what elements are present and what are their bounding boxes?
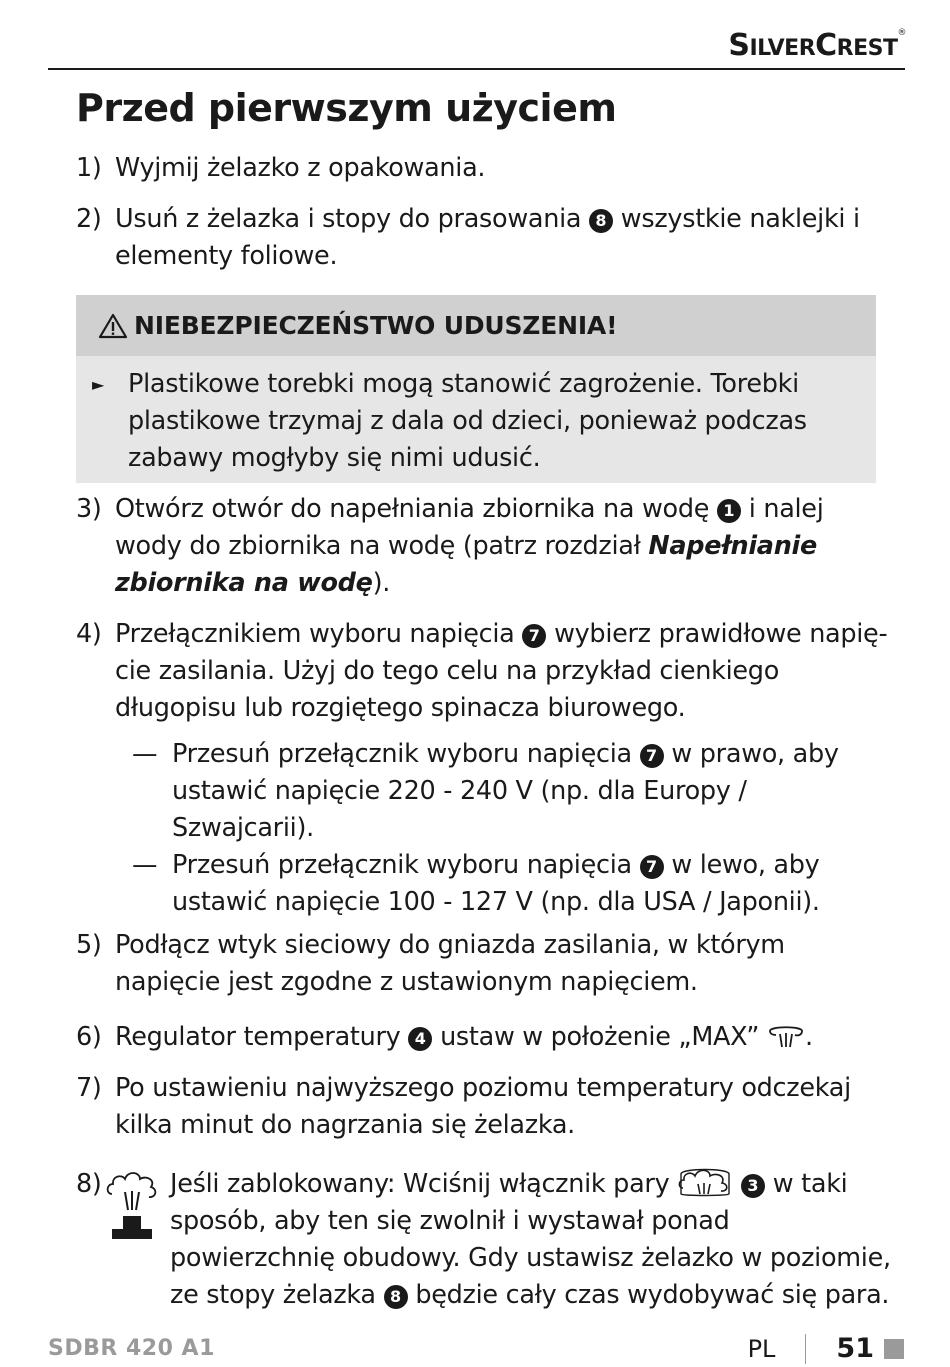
step-7	[76, 1070, 894, 1144]
substep-4b	[76, 847, 894, 921]
warning-text: Plastikowe torebki mogą stanowić zagrożenie. Torebki plastikowe trzymaj z dala od dzieci, ponieważ podczas zabawy mogłyby się nimi udusić.	[128, 369, 807, 473]
language-code: PL	[747, 1334, 776, 1363]
part-number-badge: 7	[522, 624, 546, 648]
model-number: SDBR 420 A1	[48, 1336, 215, 1361]
step-text: Regulator temperatury	[115, 1022, 409, 1052]
warning-triangle-icon	[98, 313, 128, 339]
page-title: Przed pierwszym użyciem	[76, 86, 617, 130]
step-text: Wyjmij żelazko z opakowania.	[115, 153, 486, 183]
step-text: Jeśli zablokowany: Wciśnij włącznik pary	[170, 1169, 678, 1199]
part-number-badge: 1	[717, 499, 741, 523]
step-text: wszystkie naklejki i elementy foliowe.	[115, 204, 860, 271]
step-6	[76, 1019, 894, 1056]
step-text: Po ustawieniu najwyższego poziomu temperatury odczekaj kilka minut do nagrzania się żelazka.	[115, 1073, 851, 1140]
step-text: ustaw w położenie „MAX”	[432, 1022, 768, 1052]
warning-title: NIEBEZPIECZEŃSTWO UDUSZENIA!	[134, 311, 618, 340]
warning-box	[76, 295, 876, 483]
part-number-badge: 4	[408, 1027, 432, 1051]
page-footer	[748, 1333, 904, 1364]
step-text: wybierz prawidłowe napięcie zasilania. Użyj do tego celu na przykład cienkiego długopisu lub rozgiętego spinacza biurowego.	[115, 619, 888, 723]
step-text: ).	[372, 568, 391, 598]
step-2	[76, 201, 894, 275]
brand-letter: C	[815, 28, 837, 63]
step-3	[76, 491, 894, 602]
warning-heading	[76, 295, 876, 356]
footer-divider	[805, 1334, 806, 1364]
part-number-badge: 3	[741, 1174, 765, 1198]
step-text: Podłącz wtyk sieciowy do gniazda zasilania, w którym napięcie jest zgodne z ustawionym napięciem.	[115, 930, 785, 997]
step-text: Przełącznikiem wyboru napięcia	[115, 619, 523, 649]
step-text: .	[805, 1022, 813, 1052]
step-number: 3)	[76, 494, 102, 524]
max-steam-icon	[767, 1023, 805, 1051]
part-number-badge: 8	[589, 209, 613, 233]
step-text: Usuń z żelazka i stopy do prasowania	[115, 204, 589, 234]
part-number-badge: 7	[640, 744, 664, 768]
step-number: 1)	[76, 153, 102, 183]
step-5	[76, 927, 894, 1001]
brand-letter: S	[728, 28, 750, 63]
step-1	[76, 150, 894, 187]
step-number: 6)	[76, 1022, 102, 1052]
instructions	[76, 150, 894, 1314]
header-rule	[48, 68, 905, 70]
step-text: Przesuń przełącznik wyboru napięcia	[172, 850, 640, 880]
steam-button-icon	[677, 1166, 733, 1198]
step-text: będzie cały czas wydobywać się para.	[407, 1280, 890, 1310]
step-number: 8)	[76, 1169, 102, 1199]
substep-4a	[76, 736, 894, 847]
step-text: w prawo, aby ustawić napięcie 220 - 240 V (np. dla Europy / Szwajcarii).	[172, 739, 839, 843]
step-text: i nalej wody do zbiornika na wodę (patrz rozdział	[115, 494, 824, 561]
bullet-arrow: ►	[92, 375, 105, 394]
brand-part: ILVER	[749, 36, 816, 61]
page-number: 51	[836, 1333, 874, 1364]
steam-burst-icon	[104, 1166, 160, 1252]
step-8	[76, 1166, 894, 1314]
step-4	[76, 616, 894, 727]
chapter-reference: Napełnianie zbiornika na wodę	[115, 531, 817, 598]
brand-logo	[728, 28, 906, 63]
step-text: Otwórz otwór do napełniania zbiornika na wodę	[115, 494, 717, 524]
brand-part: REST	[836, 36, 898, 61]
dash-mark: —	[132, 850, 158, 880]
registered-mark: ®	[897, 28, 906, 38]
step-number: 7)	[76, 1073, 102, 1103]
footer-square-mark	[884, 1339, 904, 1359]
step-number: 4)	[76, 619, 102, 649]
warning-body	[76, 356, 876, 483]
part-number-badge: 8	[384, 1285, 408, 1309]
dash-mark: —	[132, 739, 158, 769]
step-text: w taki sposób, aby ten się zwolnił i wystawał ponad powierzchnię obudowy. Gdy ustawisz żelazko w poziomie, ze stopy żelazka	[170, 1169, 891, 1310]
step-number: 2)	[76, 204, 102, 234]
step-text: w lewo, aby ustawić napięcie 100 - 127 V (np. dla USA / Japonii).	[172, 850, 820, 917]
step-number: 5)	[76, 930, 102, 960]
step-text: Przesuń przełącznik wyboru napięcia	[172, 739, 640, 769]
part-number-badge: 7	[640, 855, 664, 879]
